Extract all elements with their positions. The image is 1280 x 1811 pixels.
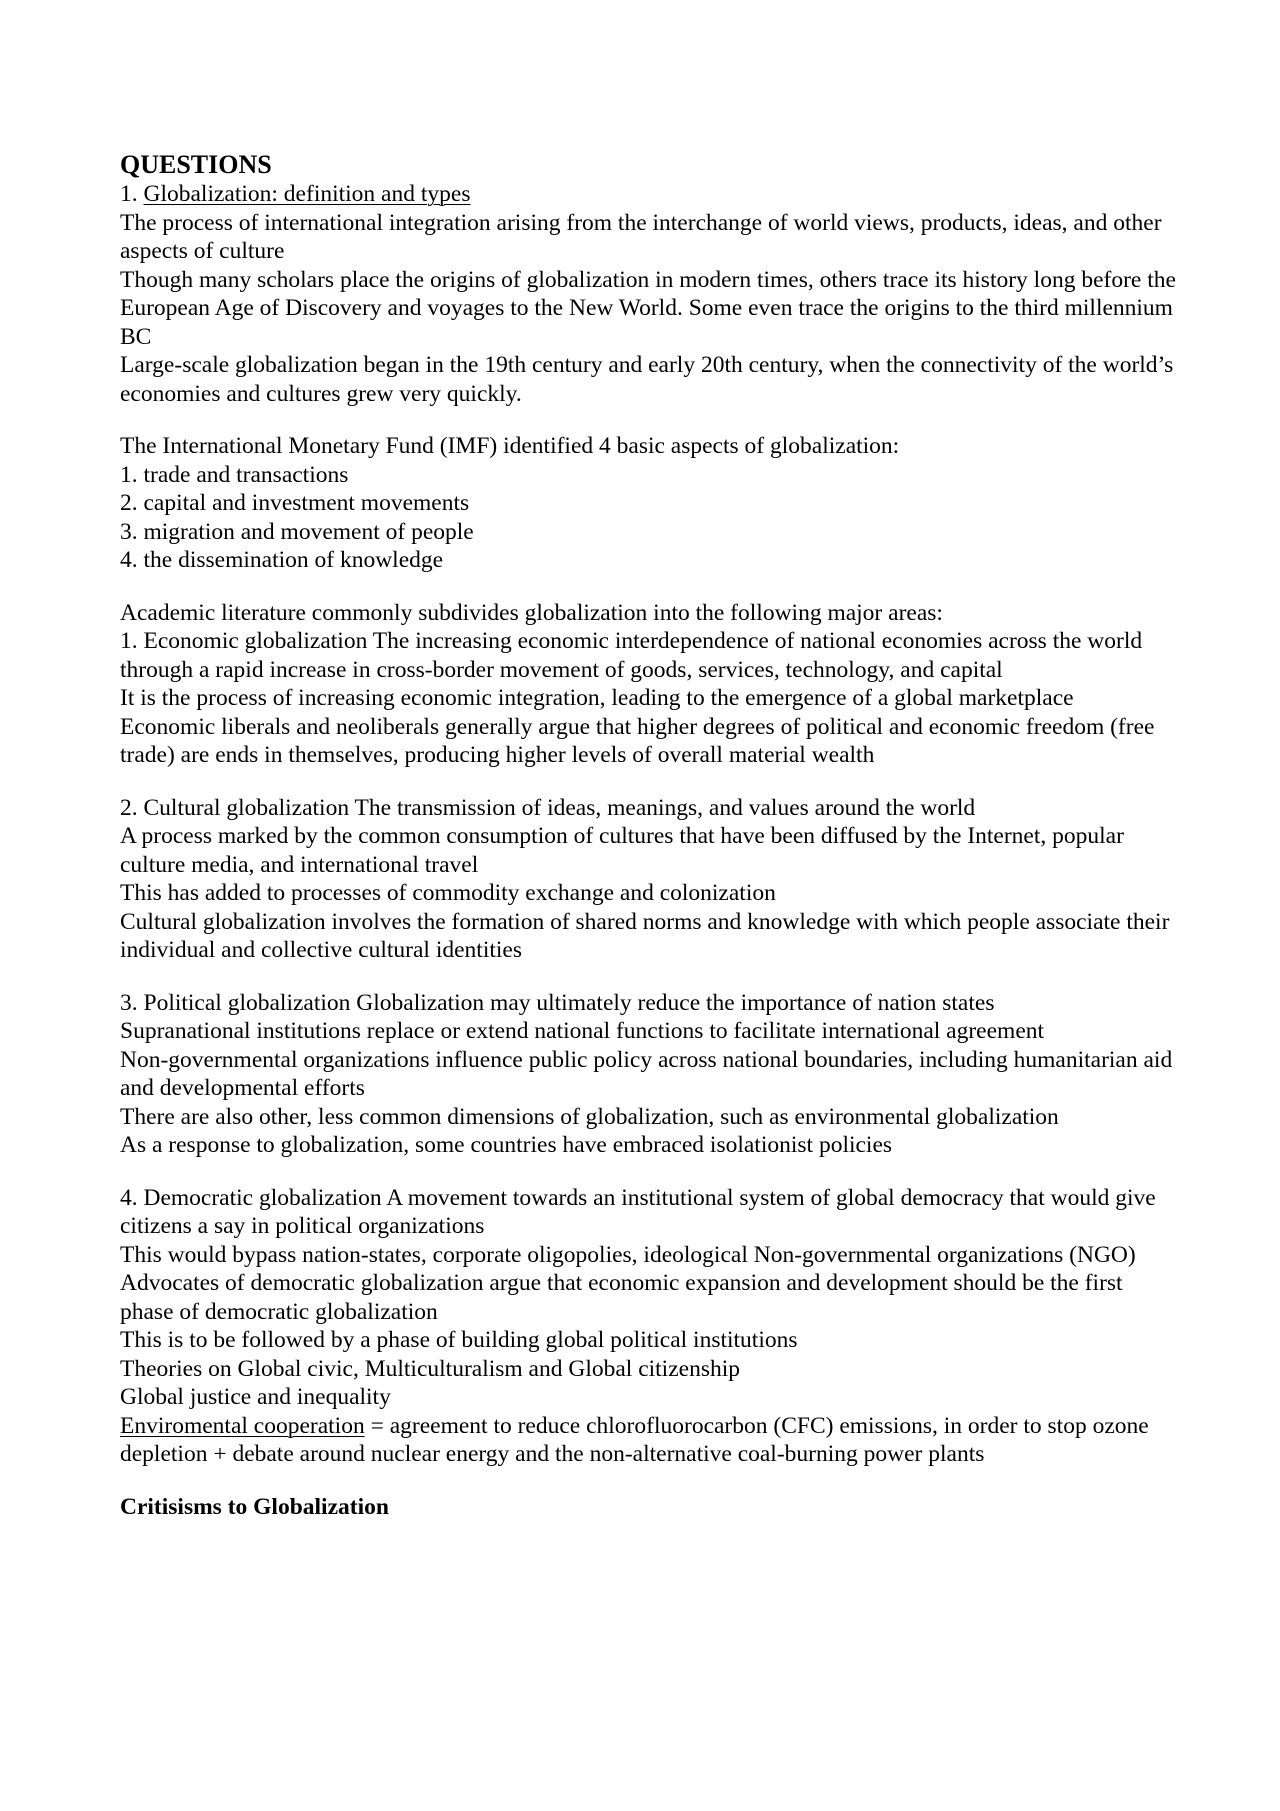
spacer xyxy=(120,965,1180,989)
cultural-globalization: 2. Cultural globalization The transmission of ideas, meanings, and values around the world xyxy=(120,794,976,821)
paragraph: It is the process of increasing economic integration, leading to the emergence of a global marketplace xyxy=(120,685,1074,711)
paragraph: As a response to globalization, some countries have embraced isolationist policies xyxy=(120,1132,893,1158)
paragraph: The process of international integration arising from the interchange of world views, products, ideas, and other aspects of culture xyxy=(120,209,1162,264)
list-item: 1. trade and transactions xyxy=(120,461,349,488)
paragraph: Large-scale globalization began in the 19th century and early 20th century, when the connectivity of the world’s economies and cultures grew very quickly. xyxy=(120,352,1174,407)
paragraph: Economic liberals and neoliberals generally argue that higher degrees of political and economic freedom (free trade) are ends in themselves, producing higher levels of overall material wealth xyxy=(120,713,1155,768)
areas-intro: Academic literature commonly subdivides globalization into the following major areas: xyxy=(120,599,943,626)
spacer xyxy=(120,408,1180,432)
imf-intro: The International Monetary Fund (IMF) identified 4 basic aspects of globalization: xyxy=(120,433,900,459)
section-number: 1. xyxy=(120,181,144,207)
paragraph: This would bypass nation-states, corporate oligopolies, ideological Non-governmental organizations (NGO) xyxy=(120,1241,1136,1268)
env-label: Enviromental cooperation xyxy=(120,1412,365,1439)
political-globalization: 3. Political globalization Globalization may ultimately reduce the importance of nation states xyxy=(120,989,995,1016)
environmental-cooperation xyxy=(120,1412,1180,1469)
spacer xyxy=(120,1469,1180,1493)
economic-globalization: 1. Economic globalization The increasing economic interdependence of national economies across the world through a rapid increase in cross-border movement of goods, services, technology, and capital xyxy=(120,628,1143,683)
paragraph: There are also other, less common dimensions of globalization, such as environmental globalization xyxy=(120,1103,1059,1130)
list-item: 3. migration and movement of people xyxy=(120,518,474,545)
paragraph: Theories on Global civic, Multiculturalism and Global citizenship xyxy=(120,1355,740,1382)
document-body xyxy=(120,150,1180,1521)
spacer xyxy=(120,575,1180,599)
env-text: = agreement to reduce chlorofluorocarbon (CFC) emissions, in order to stop ozone depletion + debate around nuclear energy and the non-alternative coal-burning power plants xyxy=(120,1412,1149,1467)
paragraph: Advocates of democratic globalization argue that economic expansion and development should be the first phase of democratic globalization xyxy=(120,1270,1123,1325)
paragraph: A process marked by the common consumption of cultures that have been diffused by the Internet, popular culture media, and international travel xyxy=(120,823,1124,878)
spacer xyxy=(120,1160,1180,1184)
paragraph: Cultural globalization involves the formation of shared norms and knowledge with which people associate their individual and collective cultural identities xyxy=(120,908,1170,963)
criticisms-heading: Critisisms to Globalization xyxy=(120,1493,389,1520)
list-item: 4. the dissemination of knowledge xyxy=(120,547,444,573)
list-item: 2. capital and investment movements xyxy=(120,490,470,516)
section-title: Globalization: definition and types xyxy=(143,181,471,207)
spacer xyxy=(120,770,1180,794)
paragraph: Non-governmental organizations influence public policy across national boundaries, including humanitarian aid and developmental efforts xyxy=(120,1046,1173,1101)
paragraph: This is to be followed by a phase of building global political institutions xyxy=(120,1327,798,1353)
section-heading-globalization xyxy=(120,180,1180,209)
paragraph: This has added to processes of commodity exchange and colonization xyxy=(120,880,776,906)
paragraph: Supranational institutions replace or extend national functions to facilitate international agreement xyxy=(120,1018,1045,1044)
page-title: QUESTIONS xyxy=(120,150,272,179)
paragraph: Though many scholars place the origins of globalization in modern times, others trace its history long before the European Age of Discovery and voyages to the New World. Some even trace the origins to the third millennium BC xyxy=(120,266,1176,350)
democratic-globalization: 4. Democratic globalization A movement towards an institutional system of global democracy that would give citizens a say in political organizations xyxy=(120,1184,1156,1239)
paragraph: Global justice and inequality xyxy=(120,1384,391,1410)
